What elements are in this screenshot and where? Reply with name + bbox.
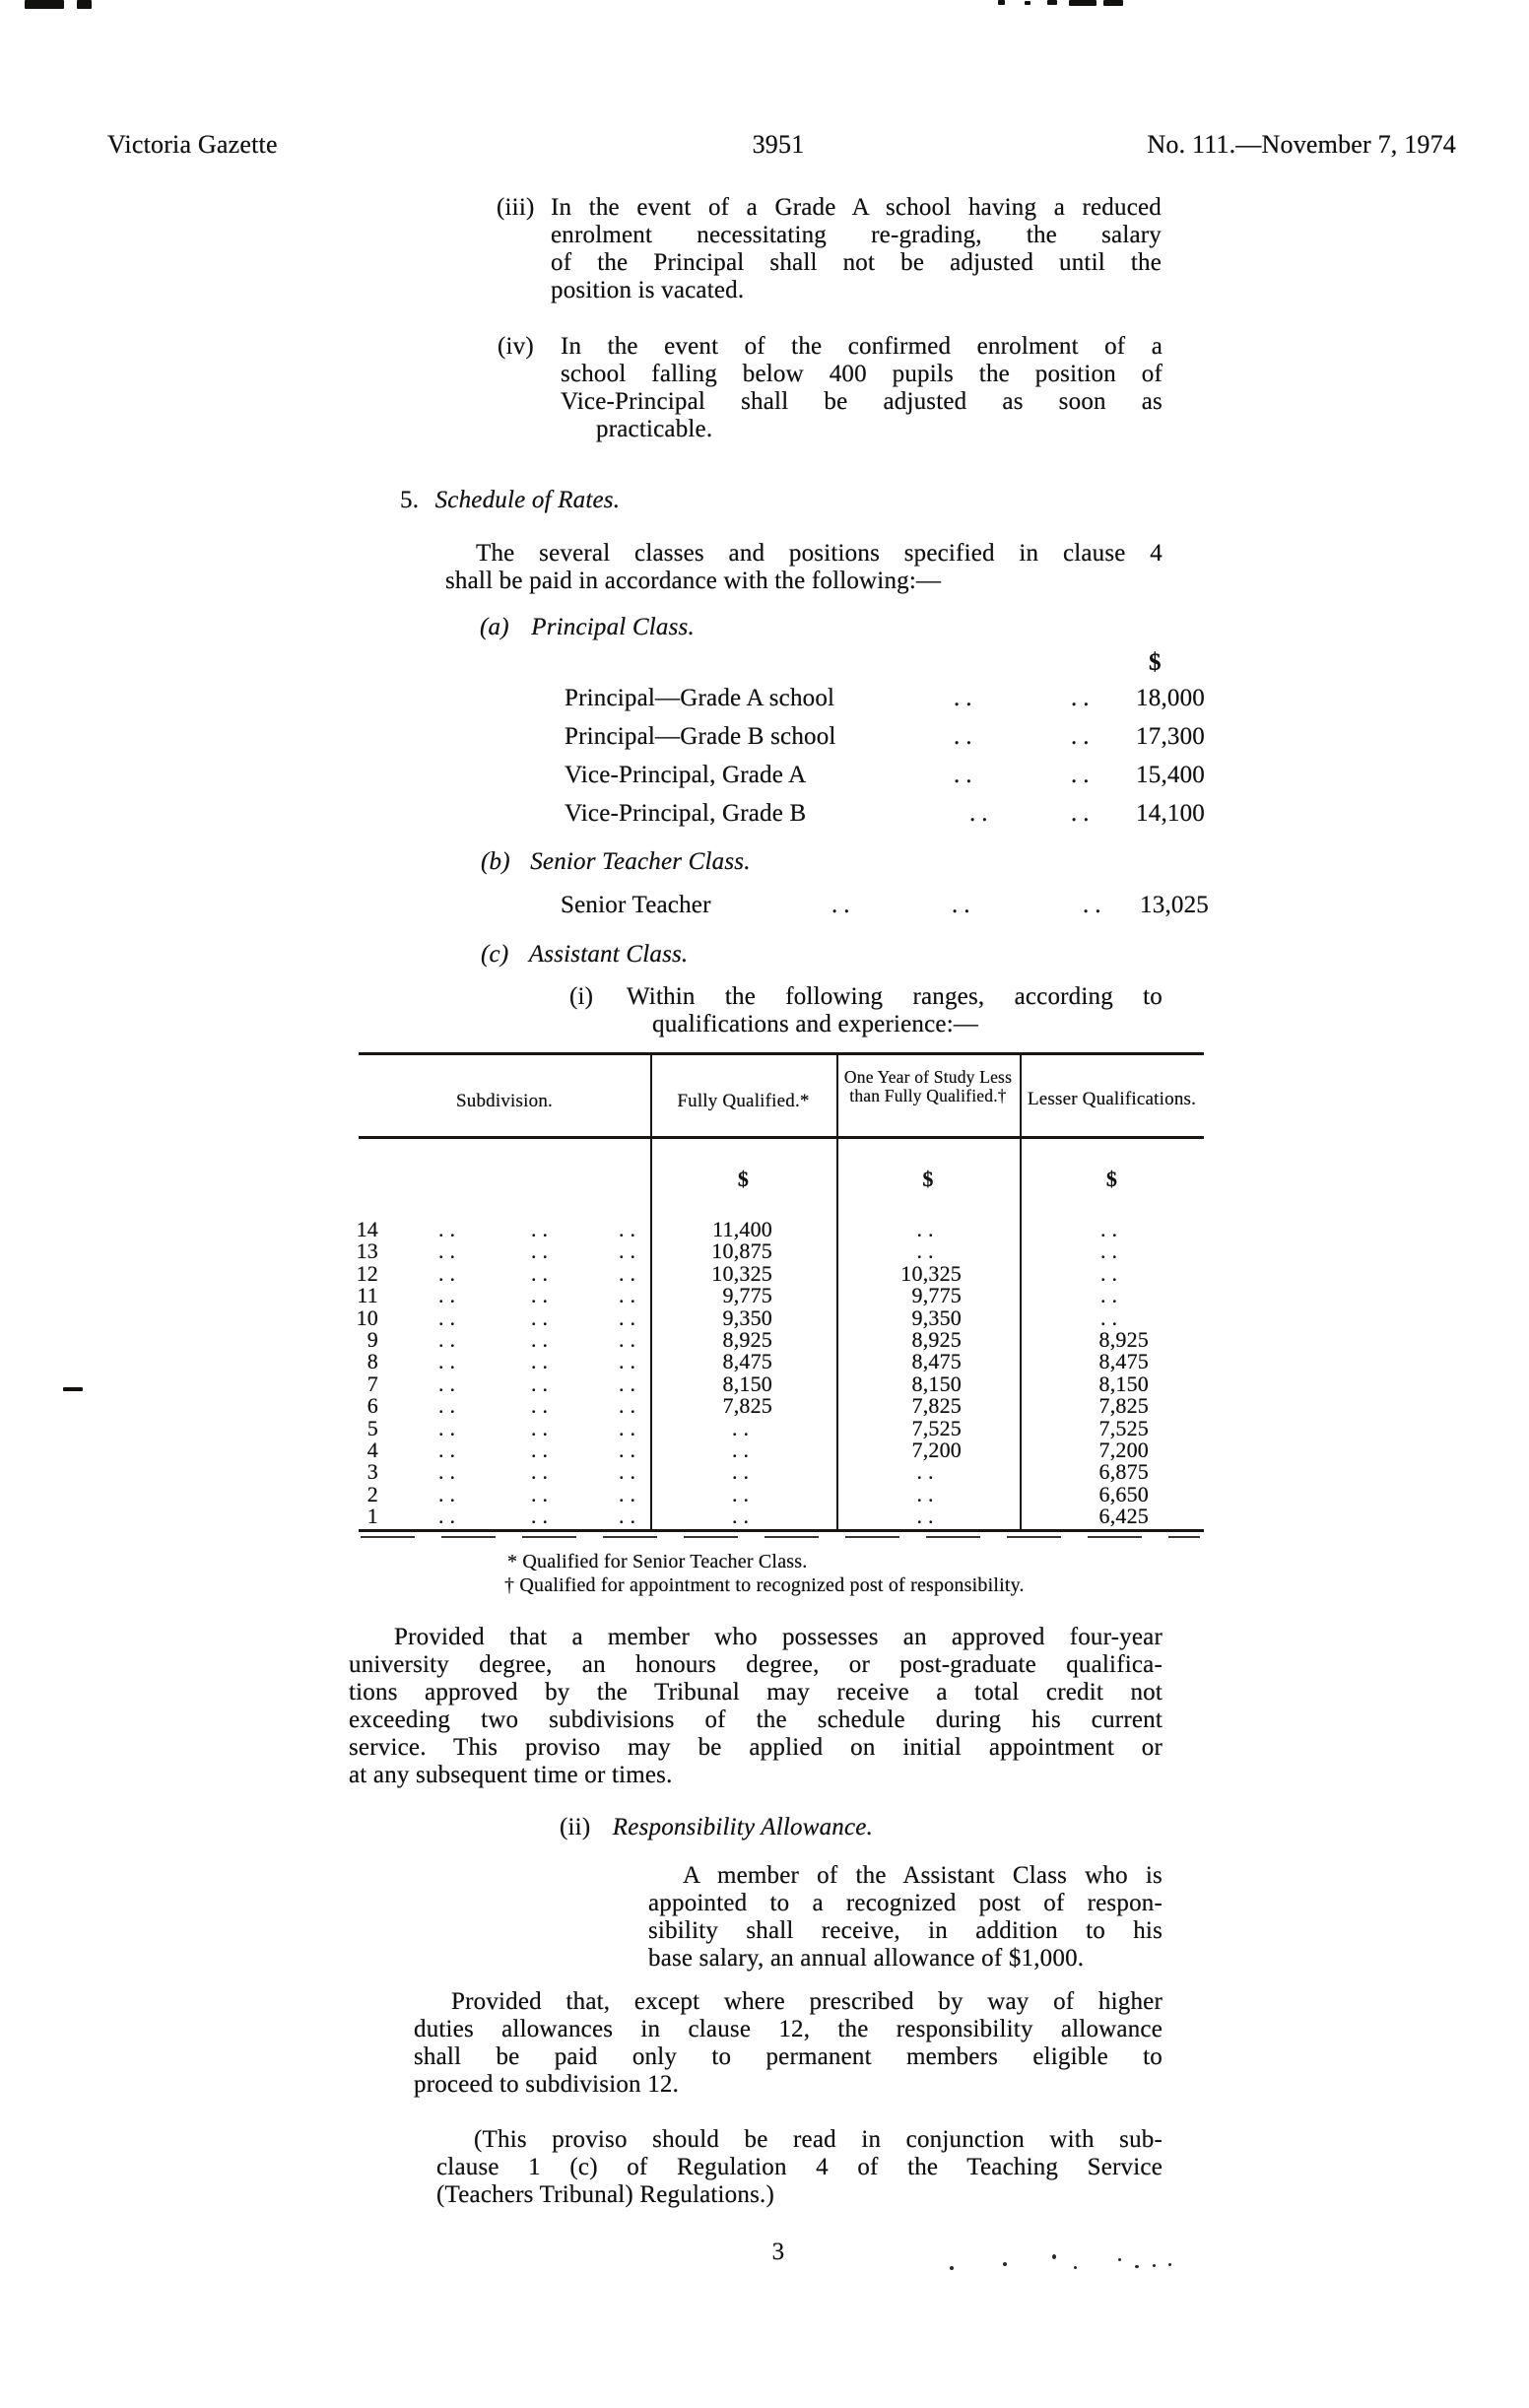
- empty-cell-dots: ..: [916, 1504, 940, 1529]
- dot-leader: ..: [619, 1415, 641, 1440]
- item-ii-heading: [560, 1814, 873, 1841]
- text-line: Provided that a member who possesses an approved four-year: [394, 1624, 1163, 1650]
- salary-value: 7,525: [911, 1415, 962, 1440]
- subdivision-number: 12: [356, 1260, 378, 1286]
- empty-cell-dots: ..: [732, 1504, 755, 1529]
- subdivision-number: 6: [366, 1393, 378, 1419]
- column-header-fully-qualified: Fully Qualified.*: [677, 1091, 810, 1111]
- text-line: duties allowances in clause 12, the responsibility allowance: [414, 2016, 1163, 2042]
- salary-value: 6,650: [1098, 1481, 1149, 1506]
- table-bottom-broken-rule: [361, 1536, 1200, 1538]
- table-row: [356, 1260, 1204, 1286]
- table-footnote-asterisk: * Qualified for Senior Teacher Class.: [507, 1551, 808, 1572]
- dot-leader: ..: [438, 1283, 461, 1308]
- dot-leader: ..: [438, 1437, 461, 1462]
- scan-artifact: [1052, 2254, 1056, 2259]
- dot-leader: ..: [531, 1481, 554, 1506]
- salary-value: 6,425: [1098, 1504, 1149, 1529]
- salary-value: 7,825: [722, 1393, 772, 1419]
- empty-cell-dots: ..: [732, 1437, 755, 1462]
- currency-symbol: $: [737, 1167, 750, 1191]
- text-line: school falling below 400 pupils the position of: [561, 361, 1163, 387]
- position-title: Senior Teacher: [561, 892, 711, 918]
- subsection-b-title: Senior Teacher Class.: [530, 848, 751, 875]
- column-header-lesser: Lesser Qualifications.: [1027, 1089, 1197, 1109]
- text-line: exceeding two subdivisions of the schedule during his current: [349, 1706, 1163, 1733]
- position-title: Vice-Principal, Grade B: [565, 800, 807, 827]
- dot-leader: ..: [619, 1283, 641, 1308]
- currency-symbol: $: [1105, 1167, 1118, 1191]
- position-title: Vice-Principal, Grade A: [565, 762, 807, 788]
- empty-cell-dots: ..: [1100, 1260, 1123, 1286]
- dot-leader: ..: [1071, 723, 1096, 750]
- section-title: Schedule of Rates.: [434, 487, 621, 513]
- salary-value: 9,775: [722, 1283, 772, 1308]
- dot-leader: ..: [531, 1217, 554, 1241]
- salary-value: 8,475: [722, 1349, 772, 1374]
- dot-leader: ..: [619, 1217, 641, 1241]
- subdivision-number: 13: [356, 1238, 378, 1264]
- proviso-degree-paragraph: [349, 1624, 1163, 1789]
- table-row: [359, 1351, 1204, 1372]
- subsection-a-heading: [480, 614, 695, 641]
- table-row: [359, 1505, 1204, 1527]
- proviso-allowance-paragraph: [414, 1988, 1163, 2099]
- item-i-line1: Within the following ranges, according to: [627, 983, 1163, 1010]
- empty-cell-dots: ..: [916, 1238, 940, 1264]
- table-row: [359, 1285, 1204, 1306]
- salary-value: 9,350: [722, 1304, 772, 1330]
- gazette-title: Victoria Gazette: [107, 130, 278, 159]
- dot-leader: ..: [531, 1349, 554, 1374]
- salary-value: 18,000: [1136, 685, 1205, 711]
- dot-leader: ..: [531, 1504, 554, 1529]
- dot-leader: ..: [438, 1393, 461, 1419]
- table-row: [356, 1238, 1204, 1264]
- empty-cell-dots: ..: [916, 1481, 940, 1506]
- salary-value: 7,525: [1098, 1415, 1149, 1440]
- dot-leader: ..: [619, 1481, 641, 1506]
- text-line: Provided that, except where prescribed by way of higher: [451, 1988, 1163, 2015]
- dot-leader: ..: [619, 1459, 641, 1485]
- salary-value: 11,400: [712, 1217, 772, 1241]
- salary-value: 13,025: [1140, 892, 1209, 918]
- subdivision-number: 3: [366, 1459, 378, 1485]
- subsection-a-label: (a): [480, 614, 509, 640]
- dot-leader: ..: [619, 1349, 641, 1374]
- dot-leader: ..: [531, 1459, 554, 1485]
- scan-artifact: [1074, 2266, 1077, 2269]
- salary-value: 10,875: [711, 1238, 772, 1264]
- dot-leader: ..: [438, 1415, 461, 1440]
- section-5-heading: [400, 487, 620, 514]
- scan-artifact: [1103, 0, 1123, 6]
- page-number: 3: [771, 2239, 785, 2265]
- empty-cell-dots: ..: [916, 1459, 940, 1485]
- salary-value: 8,150: [1098, 1371, 1149, 1396]
- dot-leader: ..: [619, 1326, 641, 1352]
- scan-artifact: [1003, 2262, 1007, 2266]
- subdivision-number: 14: [356, 1217, 378, 1241]
- scan-artifact: [1168, 2263, 1171, 2266]
- column-header-one-year: One Year of Study Less than Fully Qualified.†: [843, 1067, 1013, 1105]
- text-line: appointed to a recognized post of respon-: [648, 1890, 1163, 1916]
- text-line: proceed to subdivision 12.: [414, 2071, 680, 2098]
- dot-leader: ..: [531, 1304, 554, 1330]
- subdivision-number: 11: [357, 1283, 378, 1308]
- currency-symbol: $: [1149, 649, 1162, 676]
- dot-leader: ..: [438, 1238, 461, 1264]
- dot-leader: ..: [1071, 800, 1096, 827]
- subsection-c-heading: [481, 941, 688, 969]
- salary-value: 8,150: [722, 1371, 772, 1396]
- dot-leader: ..: [531, 1260, 554, 1286]
- salary-value: 8,925: [911, 1326, 962, 1352]
- text-line: at any subsequent time or times.: [349, 1762, 673, 1788]
- empty-cell-dots: ..: [732, 1481, 755, 1506]
- clause-iv-label: (iv): [498, 333, 534, 360]
- text-line: practicable.: [596, 416, 713, 442]
- dot-leader: ..: [438, 1504, 461, 1529]
- salary-value: 7,825: [1098, 1393, 1149, 1419]
- dot-leader: ..: [619, 1393, 641, 1419]
- text-line: (This proviso should be read in conjunction with sub-: [474, 2126, 1163, 2153]
- dot-leader: ..: [438, 1304, 461, 1330]
- scan-artifact: [77, 0, 92, 9]
- text-line: clause 1 (c) of Regulation 4 of the Teaching Service: [436, 2154, 1163, 2180]
- issue-and-date: No. 111.—November 7, 1974: [1147, 130, 1456, 159]
- subdivision-number: 1: [366, 1504, 378, 1529]
- salary-value: 14,100: [1136, 800, 1205, 827]
- dot-leader: ..: [438, 1217, 461, 1241]
- section-5-intro-line2: shall be paid in accordance with the following:—: [445, 568, 942, 594]
- table-row: [359, 1326, 1204, 1352]
- dot-leader: ..: [438, 1459, 461, 1485]
- subdivision-number: 8: [366, 1349, 378, 1374]
- text-line: shall be paid only to permanent members eligible to: [414, 2043, 1163, 2070]
- dot-leader: ..: [438, 1349, 461, 1374]
- salary-value: 8,925: [1098, 1326, 1149, 1352]
- dot-leader: ..: [954, 762, 978, 788]
- scan-artifact: [1047, 0, 1057, 5]
- table-row: [356, 1304, 1204, 1330]
- item-ii-label: (ii): [560, 1814, 591, 1840]
- table-row: [359, 1415, 1204, 1440]
- dot-leader: ..: [531, 1437, 554, 1462]
- salary-value: 10,325: [900, 1260, 962, 1286]
- dot-leader: ..: [619, 1437, 641, 1462]
- dot-leader: ..: [438, 1326, 461, 1352]
- position-title: Principal—Grade B school: [565, 723, 836, 750]
- salary-value: 17,300: [1136, 723, 1205, 750]
- dot-leader: ..: [969, 800, 994, 827]
- clause-iii-text: [551, 194, 1162, 304]
- position-title: Principal—Grade A school: [565, 685, 835, 711]
- table-row: [359, 1481, 1204, 1506]
- dot-leader: ..: [954, 723, 978, 750]
- clause-iii-label: (iii): [497, 194, 535, 221]
- text-line: enrolment necessitating re-grading, the salary: [551, 222, 1162, 248]
- salary-value: 6,875: [1098, 1459, 1149, 1485]
- salary-value: 8,475: [911, 1349, 962, 1374]
- text-line: of the Principal shall not be adjusted until the: [551, 249, 1162, 276]
- empty-cell-dots: ..: [1100, 1283, 1123, 1308]
- salary-value: 8,925: [722, 1326, 772, 1352]
- item-i-line2: qualifications and experience:—: [652, 1011, 979, 1037]
- salary-value: 7,200: [911, 1437, 962, 1462]
- subsection-c-title: Assistant Class.: [528, 941, 689, 968]
- scan-artifact: [25, 0, 64, 9]
- empty-cell-dots: ..: [1100, 1304, 1123, 1330]
- subsection-a-title: Principal Class.: [531, 614, 695, 640]
- dot-leader: ..: [1083, 892, 1107, 918]
- empty-cell-dots: ..: [732, 1459, 755, 1485]
- dot-leader: ..: [531, 1371, 554, 1396]
- scan-artifact: [950, 2266, 954, 2270]
- empty-cell-dots: ..: [732, 1415, 755, 1440]
- section-number: 5.: [400, 487, 420, 513]
- text-line: In the event of a Grade A school having a reduced: [551, 194, 1162, 221]
- salary-value: 7,200: [1098, 1437, 1149, 1462]
- salary-value: 9,775: [911, 1283, 962, 1308]
- dot-leader: ..: [1071, 762, 1096, 788]
- text-line: position is vacated.: [551, 277, 745, 303]
- scan-artifact: [1069, 0, 1097, 6]
- subdivision-number: 2: [366, 1481, 378, 1506]
- subdivision-number: 10: [356, 1304, 378, 1330]
- text-line: service. This proviso may be applied on initial appointment or: [349, 1734, 1163, 1761]
- subdivision-number: 9: [366, 1326, 378, 1352]
- salary-value: 8,475: [1098, 1349, 1149, 1374]
- dot-leader: ..: [438, 1481, 461, 1506]
- table-header-rule: [359, 1136, 1204, 1139]
- dot-leader: ..: [954, 685, 978, 711]
- table-row: [359, 1395, 1204, 1417]
- text-line: (Teachers Tribunal) Regulations.): [436, 2181, 774, 2208]
- salary-value: 15,400: [1136, 762, 1205, 788]
- item-ii-title: Responsibility Allowance.: [612, 1814, 874, 1840]
- dot-leader: ..: [531, 1393, 554, 1419]
- text-line: tions approved by the Tribunal may receive a total credit not: [349, 1679, 1163, 1706]
- subsection-c-label: (c): [481, 941, 509, 968]
- currency-symbol: $: [922, 1167, 934, 1191]
- dot-leader: ..: [531, 1238, 554, 1264]
- empty-cell-dots: ..: [1100, 1238, 1123, 1264]
- dot-leader: ..: [531, 1415, 554, 1440]
- empty-cell-dots: ..: [1100, 1217, 1123, 1241]
- dot-leader: ..: [952, 892, 976, 918]
- subdivision-number: 7: [366, 1371, 378, 1396]
- page-folio-number: 3951: [752, 130, 805, 159]
- salary-ranges-table: [356, 1052, 1204, 1545]
- clause-iv-text: [561, 333, 1163, 443]
- scan-artifact: [63, 1387, 83, 1391]
- section-5-intro-line1: The several classes and positions specified in clause 4: [476, 540, 1163, 567]
- column-header-subdivision: Subdivision.: [456, 1091, 553, 1111]
- scan-artifact: [1135, 2265, 1139, 2268]
- dot-leader: ..: [619, 1504, 641, 1529]
- text-line: Vice-Principal shall be adjusted as soon as: [561, 388, 1163, 415]
- dot-leader: ..: [531, 1326, 554, 1352]
- text-line: In the event of the confirmed enrolment of a: [561, 333, 1163, 360]
- dot-leader: ..: [1071, 685, 1096, 711]
- dot-leader: ..: [619, 1238, 641, 1264]
- salary-value: 9,350: [911, 1304, 962, 1330]
- scan-artifact: [998, 0, 1005, 5]
- text-line: A member of the Assistant Class who is: [683, 1862, 1163, 1889]
- table-row: [359, 1373, 1204, 1395]
- table-row: [356, 1217, 1204, 1241]
- table-top-rule: [359, 1052, 1204, 1055]
- dot-leader: ..: [831, 892, 856, 918]
- conjunction-note-paragraph: [436, 2126, 1163, 2209]
- text-line: base salary, an annual allowance of $1,000.: [648, 1945, 1085, 1972]
- subdivision-number: 4: [366, 1437, 378, 1462]
- dot-leader: ..: [619, 1371, 641, 1396]
- dot-leader: ..: [619, 1304, 641, 1330]
- scan-artifact: [1118, 2258, 1121, 2261]
- scan-artifact: [1025, 1, 1030, 5]
- table-body: [356, 1217, 1204, 1529]
- empty-cell-dots: ..: [916, 1217, 940, 1241]
- salary-value: 10,325: [711, 1260, 772, 1286]
- dot-leader: ..: [619, 1260, 641, 1286]
- dot-leader: ..: [531, 1283, 554, 1308]
- table-row: [359, 1439, 1204, 1461]
- text-line: university degree, an honours degree, or post-graduate qualifica-: [349, 1651, 1163, 1678]
- subdivision-number: 5: [366, 1415, 378, 1440]
- dot-leader: ..: [438, 1371, 461, 1396]
- responsibility-allowance-paragraph: [648, 1862, 1163, 1973]
- table-bottom-rule: [359, 1529, 1204, 1532]
- table-footnote-dagger: † Qualified for appointment to recognized post of responsibility.: [504, 1574, 1025, 1596]
- item-i-label: (i): [569, 983, 594, 1010]
- text-line: sibility shall receive, in addition to his: [648, 1917, 1163, 1944]
- dot-leader: ..: [438, 1260, 461, 1286]
- subsection-b-heading: [481, 848, 751, 876]
- subsection-b-label: (b): [481, 848, 510, 875]
- table-row: [359, 1461, 1204, 1483]
- salary-value: 8,150: [911, 1371, 962, 1396]
- scan-artifact: [1153, 2264, 1156, 2267]
- salary-value: 7,825: [911, 1393, 962, 1419]
